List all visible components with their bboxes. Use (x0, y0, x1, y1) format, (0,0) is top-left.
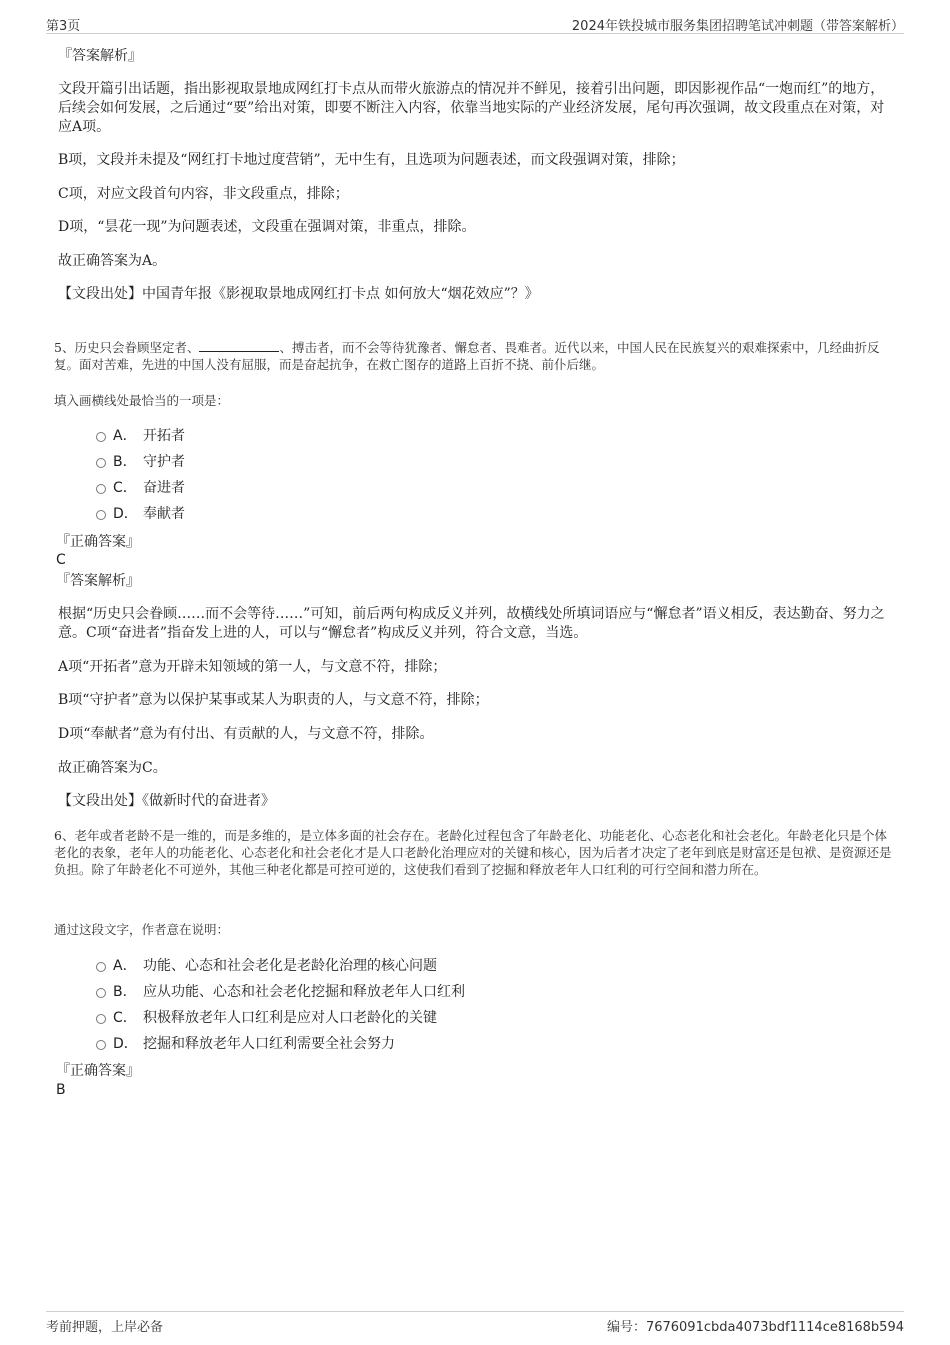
analysis-paragraph: 根据“历史只会眷顾……而不会等待……”可知，前后两句构成反义并列，故横线处所填词语应与“懈怠者”语义相反，表达勤奋、努力之意。C项“奋进者”指奋发上进的人，可以与“懈怠者”构成反义并列，符合文意，当选。 (58, 606, 885, 641)
conclusion: 故正确答案为A。 (58, 253, 167, 269)
source-citation: 【文段出处】中国青年报《影视取景地成网红打卡点 如何放大“烟花效应”？》 (58, 286, 539, 302)
analysis-option-b: B项“守护者”意为以保护某事或某人为职责的人，与文意不符，排除； (58, 692, 489, 708)
page-header (46, 13, 904, 34)
correct-answer: B (56, 1082, 66, 1098)
question-5-prompt: 填入画横线处最恰当的一项是： (54, 393, 230, 408)
correct-answer-label: 『正确答案』 (56, 534, 140, 550)
correct-answer-label: 『正确答案』 (56, 1063, 140, 1079)
analysis-label: 『答案解析』 (56, 573, 140, 589)
page-number: 第3页 (46, 19, 81, 34)
question-5-stem-end: 、搏击者，而不会等待犹豫者、懈怠者、畏难者。近代以来，中国人民在民族复兴的艰难探索中，几经曲折反复。面对苦难，先进的中国人没有屈服，而是奋起抗争，在救亡图存的道路上百折不挠、前仆后继。 (54, 340, 880, 372)
page-footer (46, 1311, 904, 1336)
radio-icon[interactable] (96, 432, 106, 442)
document-title: 2024年铁投城市服务集团招聘笔试冲刺题（带答案解析） (571, 19, 904, 34)
source-citation: 【文段出处】《做新时代的奋进者》 (58, 793, 275, 809)
radio-icon[interactable] (96, 510, 106, 520)
option-b[interactable]: B． 守护者 (96, 452, 185, 472)
analysis-option-d: D项，“昙花一现”为问题表述，文段重在强调对策，非重点，排除。 (58, 219, 476, 235)
option-c[interactable]: C． 积极释放老年人口红利是应对人口老龄化的关键 (96, 1008, 437, 1028)
footer-slogan: 考前押题，上岸必备 (46, 1320, 164, 1335)
radio-icon[interactable] (96, 962, 106, 972)
analysis-option-c: C项，对应文段首句内容，非文段重点，排除； (58, 186, 349, 202)
radio-icon[interactable] (96, 988, 106, 998)
analysis-option-d: D项“奉献者”意为有付出、有贡献的人，与文意不符，排除。 (58, 726, 434, 742)
analysis-option-b: B项，文段并未提及“网红打卡地过度营销”，无中生有，且选项为问题表述，而文段强调对策，排除； (58, 152, 685, 168)
option-d[interactable]: D． 奉献者 (96, 504, 185, 524)
option-c[interactable]: C． 奋进者 (96, 478, 185, 498)
option-a[interactable]: A． 开拓者 (96, 426, 185, 446)
radio-icon[interactable] (96, 458, 106, 468)
question-6-prompt: 通过这段文字，作者意在说明： (54, 922, 230, 937)
radio-icon[interactable] (96, 1014, 106, 1024)
question-5-stem (54, 339, 899, 373)
option-d[interactable]: D． 挖掘和释放老年人口红利需要全社会努力 (96, 1034, 395, 1054)
option-b[interactable]: B． 应从功能、心态和社会老化挖掘和释放老年人口红利 (96, 982, 465, 1002)
analysis-paragraph: 文段开篇引出话题，指出影视取景地成网红打卡点从而带火旅游点的情况并不鲜见，接着引出问题，即因影视作品“一炮而红”的地方，后续会如何发展，之后通过“要”给出对策，即要不断注入内容，依靠当地实际的产业经济发展，尾句再次强调，故文段重点在对策，对应A项。 (58, 81, 885, 135)
question-6-stem: 6、老年或者老龄不是一维的，而是多维的，是立体多面的社会存在。老龄化过程包含了年龄老化、功能老化、心态老化和社会老化。年龄老化只是个体老化的表象，老年人的功能老化、心态老化和社会老化才是人口老龄化治理应对的关键和核心，因为后者才决定了老年到底是财富还是包袱、是资源还是负担。除了年龄老化不可逆外，其他三种老化都是可控可逆的，这使我们看到了挖掘和释放老年人口红利的可行空间和潜力所在。 (54, 828, 892, 877)
correct-answer: C (56, 552, 66, 568)
fill-blank (199, 339, 279, 352)
conclusion: 故正确答案为C。 (58, 760, 167, 776)
analysis-option-a: A项“开拓者”意为开辟未知领域的第一人，与文意不符，排除； (58, 659, 447, 675)
document-serial: 编号：7676091cbda4073bdf1114ce8168b594 (606, 1320, 904, 1335)
question-5-stem-start: 5、历史只会眷顾坚定者、 (54, 340, 200, 355)
analysis-label: 『答案解析』 (58, 48, 142, 64)
radio-icon[interactable] (96, 1040, 106, 1050)
radio-icon[interactable] (96, 484, 106, 494)
option-a[interactable]: A． 功能、心态和社会老化是老龄化治理的核心问题 (96, 956, 437, 976)
